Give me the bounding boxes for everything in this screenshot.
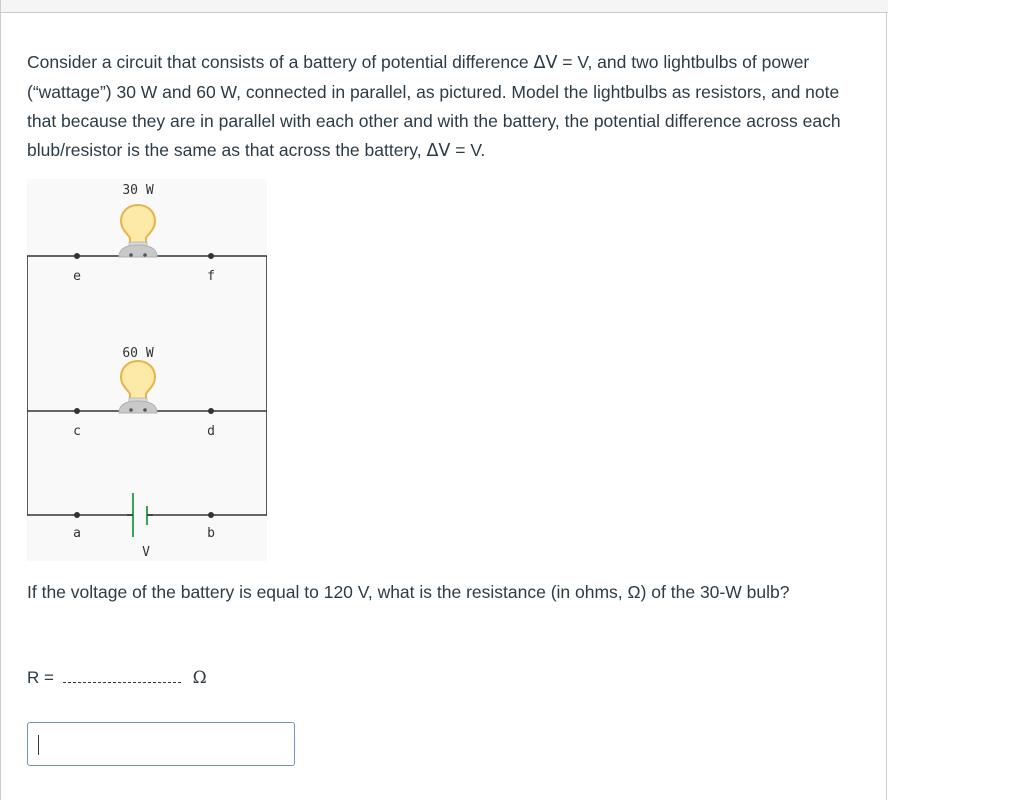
lightbulb-icon bbox=[119, 361, 157, 413]
answer-input[interactable] bbox=[27, 722, 295, 766]
node-label-c: c bbox=[73, 424, 81, 439]
node-dot-b bbox=[208, 512, 214, 518]
panel-header-bar bbox=[1, 0, 888, 13]
delta-v-symbol: ΔV bbox=[426, 141, 451, 161]
lightbulb-icon bbox=[119, 205, 157, 257]
answer-label: R = bbox=[27, 668, 59, 687]
circuit-diagram bbox=[27, 179, 267, 561]
ohm-unit: Ω bbox=[192, 668, 207, 688]
node-dot-d bbox=[208, 408, 214, 414]
node-label-d: d bbox=[207, 424, 215, 439]
circuit-figure bbox=[27, 179, 267, 561]
question-part-2: = V, and two lightbulbs of power (“wattage”) 30 W and 60 W, connected in parallel, as pictured. Model the lightbulbs as resistors, and note that because they are in parallel with each other and with the battery, the potential difference across each blub/resistor is the same as that across the battery, bbox=[27, 52, 841, 160]
node-dot-f bbox=[208, 253, 214, 259]
answer-prompt bbox=[27, 664, 207, 692]
bulb-60w-label: 60 W bbox=[122, 346, 154, 361]
node-dot-c bbox=[74, 408, 80, 414]
bulb-60w bbox=[119, 346, 157, 413]
followup-question: If the voltage of the battery is equal to 120 V, what is the resistance (in ohms, Ω) of the 30-W bulb? bbox=[27, 582, 790, 602]
battery-icon bbox=[127, 493, 153, 537]
node-label-f: f bbox=[207, 269, 215, 284]
node-label-a: a bbox=[73, 526, 81, 541]
text-cursor bbox=[38, 735, 39, 755]
bulb-30w bbox=[119, 183, 157, 257]
node-dot-a bbox=[74, 512, 80, 518]
delta-v-symbol: ΔV bbox=[533, 53, 558, 73]
battery-label: V bbox=[142, 545, 150, 560]
bulb-30w-label: 30 W bbox=[122, 183, 154, 198]
question-text bbox=[27, 48, 857, 166]
question-part-1: Consider a circuit that consists of a battery of potential difference bbox=[27, 52, 534, 72]
node-label-e: e bbox=[73, 269, 81, 284]
question-part-3: = V. bbox=[450, 140, 486, 160]
node-label-b: b bbox=[207, 526, 215, 541]
answer-blank bbox=[63, 668, 181, 683]
node-dot-e bbox=[74, 253, 80, 259]
